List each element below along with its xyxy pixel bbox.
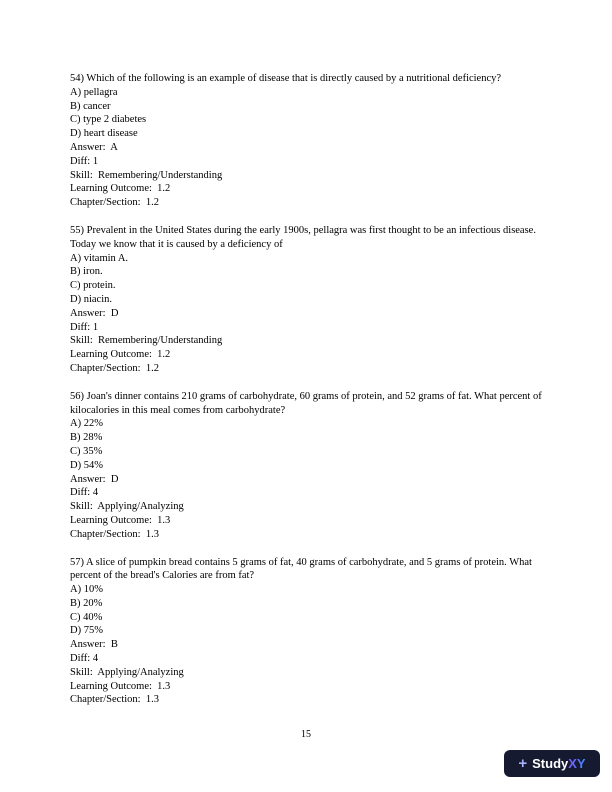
diff-line: Diff: 4 — [70, 487, 99, 499]
answer-line: Answer: A — [70, 141, 118, 153]
diff-line: Diff: 1 — [70, 321, 99, 333]
skill-line: Skill: Remembering/Understanding — [70, 335, 223, 347]
question-stem: 54) Which of the following is an example of disease that is directly caused by a nutritional deficiency? — [70, 73, 502, 84]
choice-b: B) 20% — [70, 597, 103, 609]
choice-c: C) 35% — [70, 445, 103, 457]
question-stem: 55) Prevalent in the United States during the early 1900s, pellagra was first thought to be an infectious disease. Today we know that it is caused by a deficiency of — [70, 224, 539, 250]
page-number: 15 — [301, 729, 311, 740]
logo-text-xy: XY — [568, 756, 586, 771]
choice-d: D) 75% — [70, 625, 103, 637]
learning-outcome-line: Learning Outcome: 1.3 — [70, 514, 171, 526]
logo-text — [532, 757, 585, 770]
plus-icon: + — [518, 755, 528, 772]
choice-b: B) iron. — [70, 266, 103, 278]
questions-list — [70, 72, 550, 721]
diff-line: Diff: 1 — [70, 155, 99, 167]
studyxy-logo[interactable] — [504, 750, 600, 777]
choice-b: B) cancer — [70, 100, 111, 112]
choice-a: A) 10% — [70, 584, 103, 596]
choice-c: C) type 2 diabetes — [70, 114, 147, 126]
choice-d: D) 54% — [70, 459, 103, 471]
chapter-section-line: Chapter/Section: 1.2 — [70, 362, 159, 374]
choice-c: C) protein. — [70, 280, 116, 292]
learning-outcome-line: Learning Outcome: 1.3 — [70, 680, 171, 692]
diff-line: Diff: 4 — [70, 653, 99, 665]
choice-b: B) 28% — [70, 432, 103, 444]
chapter-section-line: Chapter/Section: 1.3 — [70, 694, 159, 706]
learning-outcome-line: Learning Outcome: 1.2 — [70, 349, 171, 361]
skill-line: Skill: Remembering/Understanding — [70, 169, 223, 181]
chapter-section-line: Chapter/Section: 1.2 — [70, 197, 159, 209]
logo-text-study: Study — [532, 756, 569, 771]
question-block-57 — [70, 556, 550, 708]
question-block-54 — [70, 72, 550, 210]
learning-outcome-line: Learning Outcome: 1.2 — [70, 183, 171, 195]
skill-line: Skill: Applying/Analyzing — [70, 666, 184, 678]
answer-line: Answer: B — [70, 639, 118, 651]
question-block-56 — [70, 390, 550, 542]
choice-a: A) vitamin A. — [70, 252, 129, 264]
answer-line: Answer: D — [70, 473, 119, 485]
skill-line: Skill: Applying/Analyzing — [70, 501, 184, 513]
choice-d: D) niacin. — [70, 293, 112, 305]
choice-a: A) pellagra — [70, 86, 118, 98]
answer-line: Answer: D — [70, 307, 119, 319]
chapter-section-line: Chapter/Section: 1.3 — [70, 528, 159, 540]
question-stem: 57) A slice of pumpkin bread contains 5 grams of fat, 40 grams of carbohydrate, and 5 grams of protein. What percent of the bread's Calories are from fat? — [70, 556, 535, 582]
choice-d: D) heart disease — [70, 128, 138, 140]
choice-c: C) 40% — [70, 611, 103, 623]
question-block-55 — [70, 224, 550, 376]
question-stem: 56) Joan's dinner contains 210 grams of carbohydrate, 60 grams of protein, and 52 grams of fat. What percent of kilocalories in this meal comes from carbohydrate? — [70, 390, 545, 416]
choice-a: A) 22% — [70, 418, 103, 430]
